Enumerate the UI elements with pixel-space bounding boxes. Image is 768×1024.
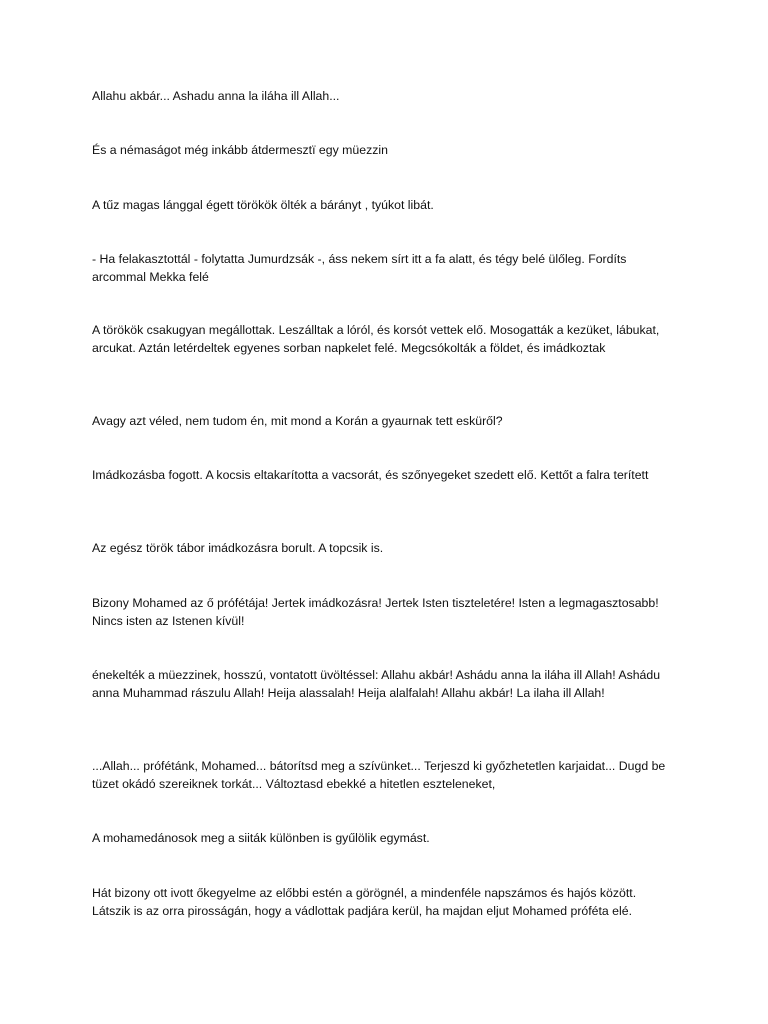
paragraph-3: A tűz magas lánggal égett törökök ölték a bárányt , tyúkot libát. — [92, 198, 434, 212]
paragraph-1: Allahu akbár... Ashadu anna la iláha ill Allah... — [92, 89, 340, 103]
paragraph-4: - Ha felakasztottál - folytatta Jumurdzsák -, áss nekem sírt itt a fa alatt, és tégy belé ülőleg. Fordíts arcommal Mekka felé — [92, 252, 627, 284]
paragraph-7: Imádkozásba fogott. A kocsis eltakarította a vacsorát, és szőnyegeket szedett elő. Kettőt a falra terített — [92, 468, 649, 482]
paragraph-9: Bizony Mohamed az ő prófétája! Jertek imádkozásra! Jertek Isten tiszteletére! Isten a legmagasztosabb! Nincs isten az Istenen kívül! — [92, 596, 659, 628]
paragraph-2: És a némaságot még inkább átdermesztï egy müezzin — [92, 143, 388, 157]
paragraph-12: A mohamedánosok meg a siiták különben is gyűlölik egymást. — [92, 831, 430, 845]
paragraph-8: Az egész török tábor imádkozásra borult. A topcsik is. — [92, 541, 384, 555]
paragraph-11: ...Allah... prófétánk, Mohamed... bátorítsd meg a szívünket... Terjeszd ki győzhetetlen karjaidat... Dugd be tüzet okádó szereiknek torkát... Változtasd ebekké a hitetlen eszteleneket, — [92, 759, 666, 791]
paragraph-10: énekelték a müezzinek, hosszú, vontatott üvöltéssel: Allahu akbár! Ashádu anna la iláha ill Allah! Ashádu anna Muhammad rászulu Allah! Heija alassalah! Heija alalfalah! Allahu akbár! La ilaha ill Allah! — [92, 668, 661, 700]
paragraph-5: A törökök csakugyan megállottak. Leszálltak a lóról, és korsót vettek elő. Mosogatták a kezüket, lábukat, arcukat. Aztán letérdeltek egyenes sorban napkelet felé. Megcsókolták a földet, és imádkoztak — [92, 323, 660, 355]
paragraph-13: Hát bizony ott ivott őkegyelme az előbbi estén a görögnél, a mindenféle napszámos és hajós között. Látszik is az orra pirosságán, hogy a vádlottak padjára kerül, ha majdan eljut Mohamed próféta elé. — [92, 886, 637, 918]
paragraph-6: Avagy azt véled, nem tudom én, mit mond a Korán a gyaurnak tett esküről? — [92, 414, 503, 428]
